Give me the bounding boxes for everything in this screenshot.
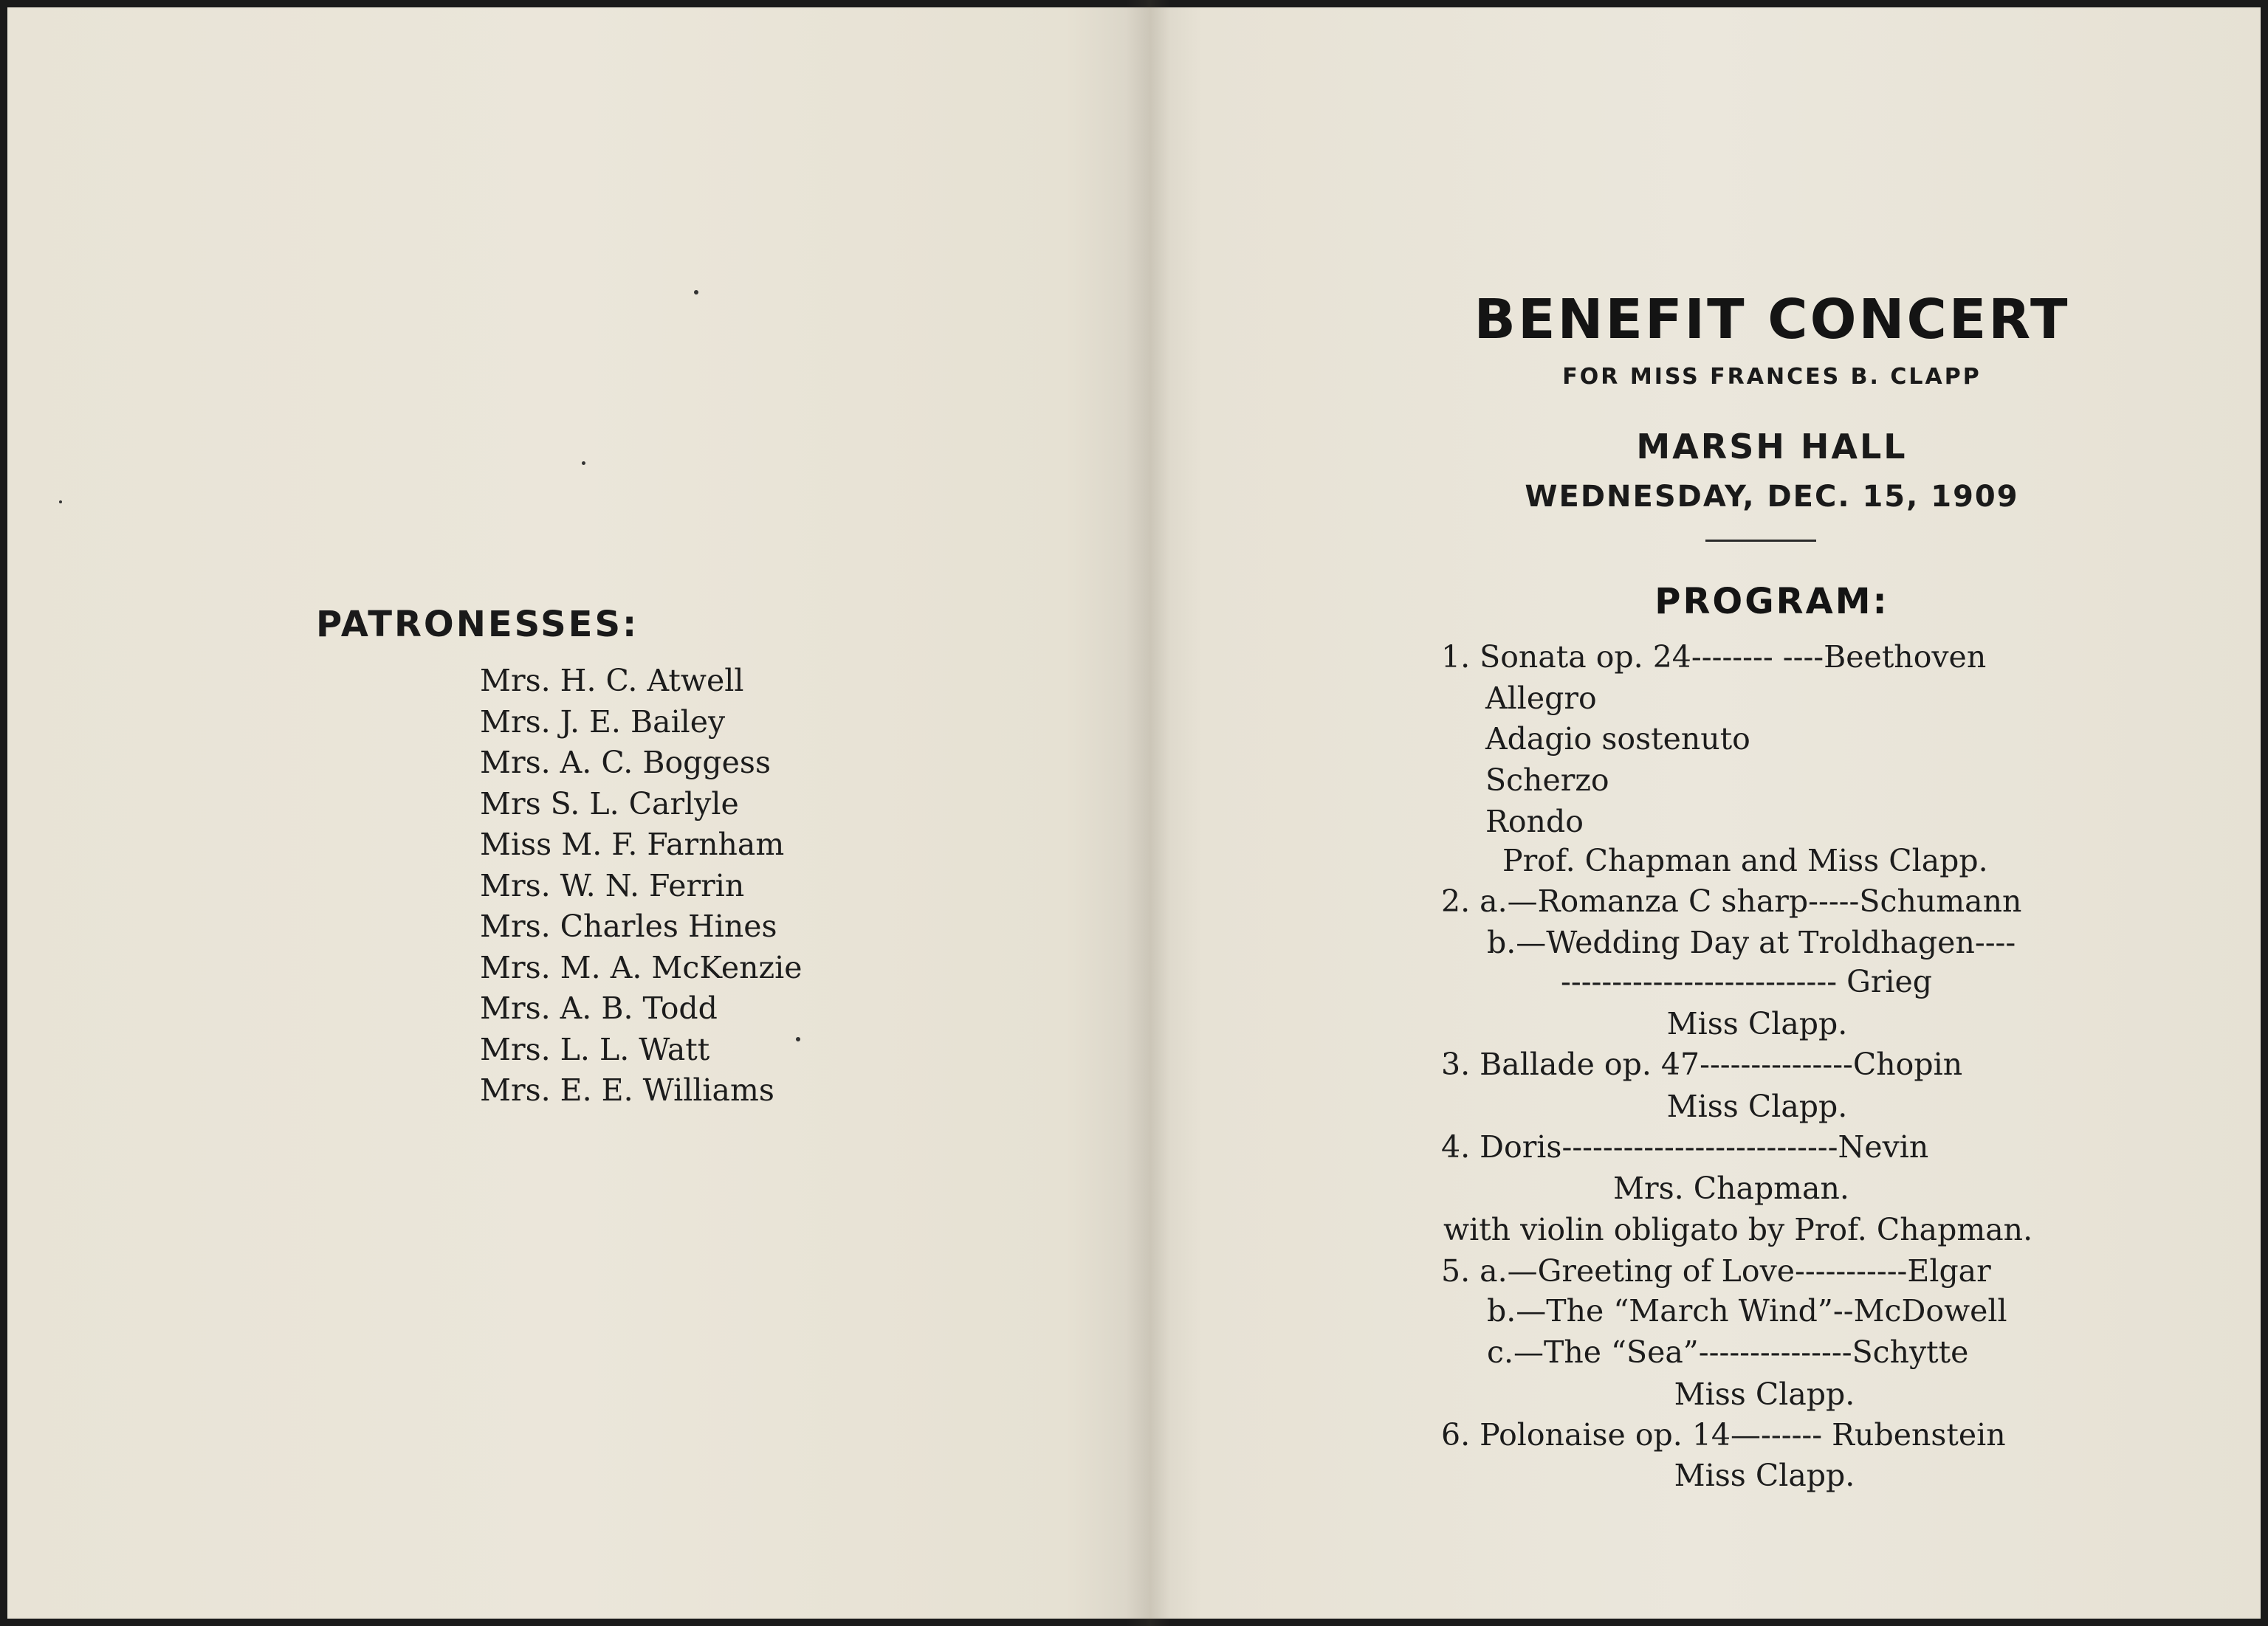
- program-line: b.—The “March Wind”--McDowell: [1487, 1293, 2007, 1329]
- program-line: Prof. Chapman and Miss Clapp.: [1502, 843, 1988, 878]
- patroness-name: Mrs. Charles Hines: [480, 909, 777, 944]
- patroness-name: Mrs. A. B. Todd: [480, 991, 718, 1026]
- patroness-name: Mrs. M. A. McKenzie: [480, 949, 803, 985]
- patroness-name: Mrs. A. C. Boggess: [480, 745, 771, 780]
- patronesses-heading: PATRONESSES:: [316, 604, 639, 645]
- program-line: Miss Clapp.: [1674, 1458, 1855, 1493]
- ink-speck: [59, 500, 62, 503]
- program-line: 5. a.—Greeting of Love-----------Elgar: [1441, 1253, 1991, 1289]
- patroness-name: Mrs. W. N. Ferrin: [480, 867, 745, 903]
- concert-title: BENEFIT CONCERT: [1474, 288, 2070, 351]
- program-line: --------------------------- Grieg: [1561, 964, 1933, 999]
- patroness-name: Mrs. E. E. Williams: [480, 1072, 774, 1108]
- program-line: Adagio sostenuto: [1485, 721, 1750, 757]
- program-line: 4. Doris---------------------------Nevin: [1441, 1129, 1929, 1165]
- program-line: Mrs. Chapman.: [1613, 1171, 1849, 1206]
- patroness-name: Miss M. F. Farnham: [480, 827, 785, 862]
- divider-rule: [1705, 540, 1816, 542]
- program-line: b.—Wedding Day at Troldhagen----: [1487, 925, 2016, 960]
- program-line: Miss Clapp.: [1674, 1377, 1855, 1412]
- patroness-name: Mrs. H. C. Atwell: [480, 663, 744, 698]
- venue: MARSH HALL: [1636, 427, 1908, 466]
- program-line: 6. Polonaise op. 14—------ Rubenstein: [1441, 1417, 2006, 1453]
- program-line: 2. a.—Romanza C sharp-----Schumann: [1441, 883, 2022, 919]
- ink-speck: [582, 461, 585, 465]
- program-line: with violin obligato by Prof. Chapman.: [1443, 1212, 2033, 1247]
- patroness-name: Mrs S. L. Carlyle: [480, 785, 739, 821]
- program-line: 1. Sonata op. 24-------- ----Beethoven: [1441, 639, 1987, 675]
- program-line: Miss Clapp.: [1666, 1089, 1848, 1124]
- patronesses-list: [480, 661, 803, 1112]
- program-line: 3. Ballade op. 47---------------Chopin: [1441, 1047, 1963, 1082]
- program-line: Allegro: [1485, 681, 1597, 716]
- concert-subtitle: FOR MISS FRANCES B. CLAPP: [1562, 364, 1982, 390]
- program-heading: PROGRAM:: [1654, 581, 1889, 622]
- program-line: Scherzo: [1485, 762, 1609, 798]
- ink-speck: [694, 290, 698, 294]
- program-line: Miss Clapp.: [1666, 1006, 1848, 1041]
- concert-date: WEDNESDAY, DEC. 15, 1909: [1525, 480, 2019, 514]
- program-line: c.—The “Sea”---------------Schytte: [1487, 1334, 1969, 1370]
- patroness-name: Mrs. J. E. Bailey: [480, 703, 726, 740]
- program-line: Rondo: [1485, 804, 1584, 839]
- patroness-name: Mrs. L. L. Watt: [480, 1031, 710, 1067]
